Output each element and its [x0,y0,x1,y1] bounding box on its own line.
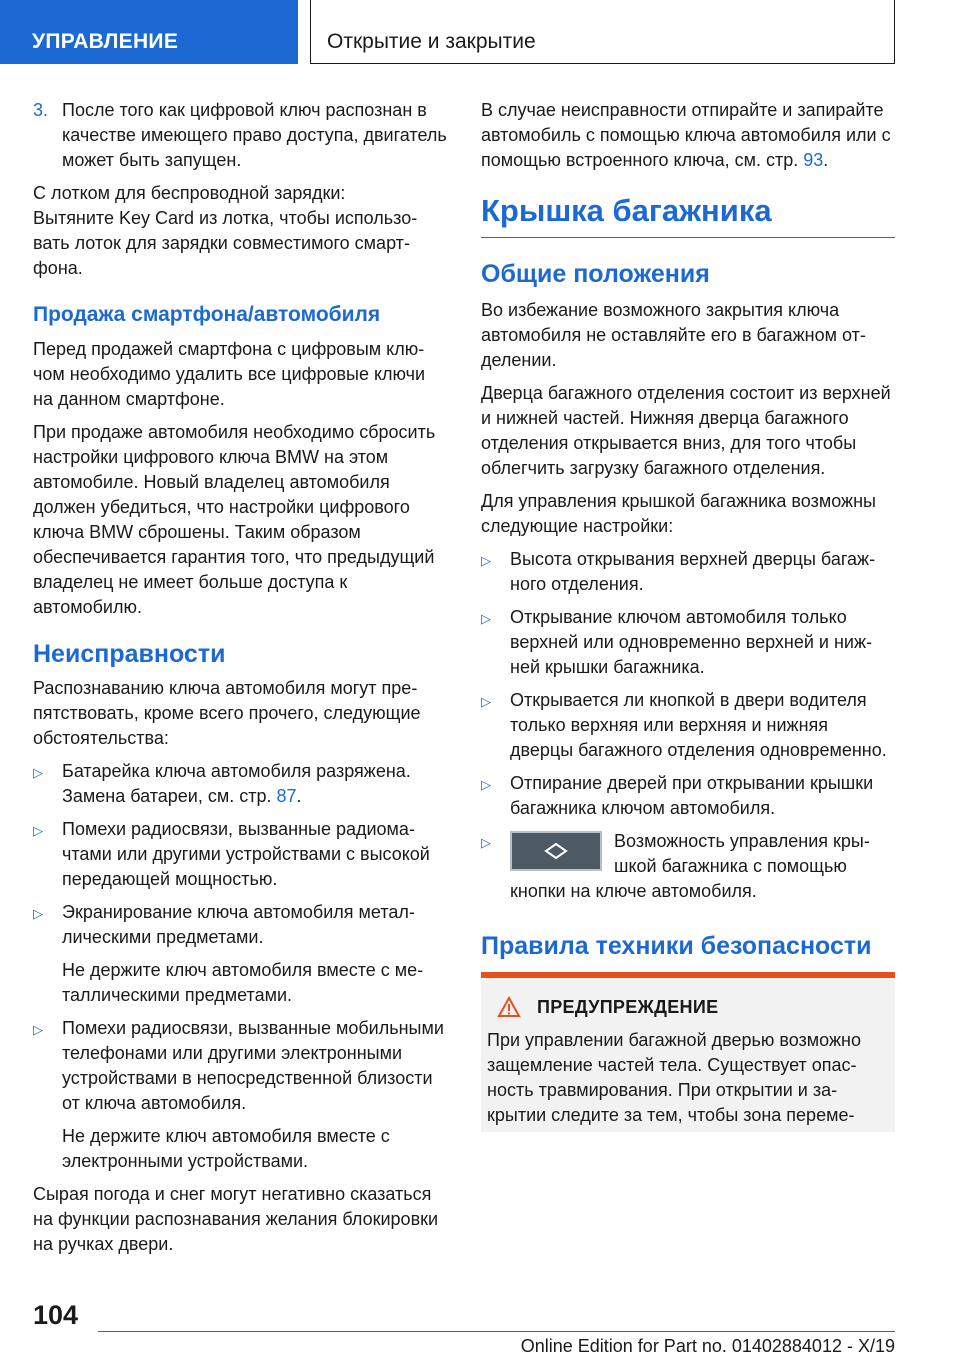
trunk-heading: Крышка багажника [481,191,895,238]
list-item: ▷ Помехи радиосвязи, вызванные радиомачтами или другими устройствами с высокой передающей мощностью. [33,817,447,892]
chapter-title: Открытие и закрытие [310,0,895,64]
warning-text: При управлении багажной дверью возможно защемление частей тела. Существует опасность травмирования. При открытии и закрытии следите за тем, чтобы зона переме- [487,1030,861,1125]
safety-heading: Правила техники безопасности [481,932,872,960]
sale-heading: Продажа смартфона/автомобиля [33,303,381,326]
warning-box [481,972,895,1132]
triangle-bullet-icon: ▷ [481,553,491,568]
weather-note: Сырая погода и снег могут негативно сказаться на функции распознавания желания блокировки на ручках двери. [33,1184,439,1254]
sale-paragraph-1: Перед продажей смартфона с цифровым ключом необходимо удалить все цифровые ключи на данном смартфоне. [33,339,426,409]
triangle-bullet-icon: ▷ [33,765,43,780]
footer-divider [98,1331,895,1332]
step-number: 3. [33,100,49,120]
section-label: УПРАВЛЕНИЕ [0,0,298,64]
fault-intro: Распознаванию ключа автомобиля могут препятствовать, кроме всего прочего, следующие обстоятельства: [33,678,421,748]
list-item: ▷ Открывается ли кнопкой в двери водителя только верхняя или верхняя и нижняя дверцы багажного отделения одновременно. [481,688,895,763]
page-header [0,0,960,64]
page-number: 104 [33,1300,79,1330]
list-item: ▷ Батарейка ключа автомобиля разряжена. Замена батареи, см. стр. 87. [33,759,447,809]
sale-paragraph-2: При продаже автомобиля необходимо сбросить настройки цифрового ключа BMW на этом автомобиле. Новый владелец автомобиля должен убедиться, что настройки цифрового ключа BMW сброшены. Таким образом обеспечивается гарантия того, что предыдущий владелец не имеет больше доступа к автомобилю. [33,422,436,617]
page-link-87[interactable]: 87 [276,786,297,806]
edition-note: Online Edition for Part no. 01402884012 - X/19 [520,1336,895,1356]
tray-text: Вытяните Key Card из лотка, чтобы использовать лоток для зарядки совместимого смартфона. [33,208,418,278]
triangle-bullet-icon: ▷ [481,777,491,792]
settings-list [481,547,895,904]
list-item: ▷ Экранирование ключа автомобиля металлическими предметами. Не держите ключ автомобиля вместе с металлическими предметами. [33,900,447,1008]
tray-intro: С лотком для беспроводной зарядки: [33,183,346,203]
general-paragraph-3: Для управления крышкой багажника возможны следующие настройки: [481,491,876,536]
fault-list [33,759,447,1174]
general-paragraph-2: Дверца багажного отделения состоит из верхней и нижней частей. Нижняя дверца багажного отделения открывается вниз, для того чтобы облегчить загрузку багажного отделения. [481,383,891,478]
list-item: ▷ Открывание ключом автомобиля только верхней или одновременно верхней и нижней крышки багажника. [481,605,895,680]
list-item: ▷ Высота открывания верхней дверцы багажного отделения. [481,547,895,597]
left-column [33,98,447,1265]
step-text: После того как цифровой ключ распознан в качестве имеющего право доступа, двигатель может быть запущен. [62,100,447,170]
fault-heading: Неисправности [33,640,226,668]
triangle-bullet-icon: ▷ [481,694,491,709]
right-column [481,98,895,1132]
warning-triangle-icon [497,996,521,1018]
list-item: ▷ Отпирание дверей при открывании крышки багажника ключом автомобиля. [481,771,895,821]
step-3 [33,98,447,173]
page-link-93[interactable]: 93 [803,150,824,170]
general-heading: Общие положения [481,260,710,288]
key-button-icon [510,831,602,871]
fault-action: В случае неисправности отпирайте и запирайте автомобиль с помощью ключа автомобиля или с помощью встроенного ключа, см. стр. 93. [481,100,891,170]
general-paragraph-1: Во избежание возможного закрытия ключа автомобиля не оставляйте его в багажном отделении. [481,300,866,370]
triangle-bullet-icon: ▷ [481,611,491,626]
warning-title: ПРЕДУПРЕЖДЕНИЕ [537,996,719,1017]
list-item: ▷ Помехи радиосвязи, вызванные мобильными телефонами или другими электронными устройствами в непосредственной близости от ключа автомобиля. Не держите ключ автомобиля вместе с электронными устройствами. [33,1016,447,1174]
list-item: ▷ Возможность управления крышкой багажника с помощью кнопки на ключе автомобиля. [481,829,895,904]
triangle-bullet-icon: ▷ [33,1022,43,1037]
triangle-bullet-icon: ▷ [33,906,43,921]
triangle-bullet-icon: ▷ [33,823,43,838]
triangle-bullet-icon: ▷ [481,835,491,850]
